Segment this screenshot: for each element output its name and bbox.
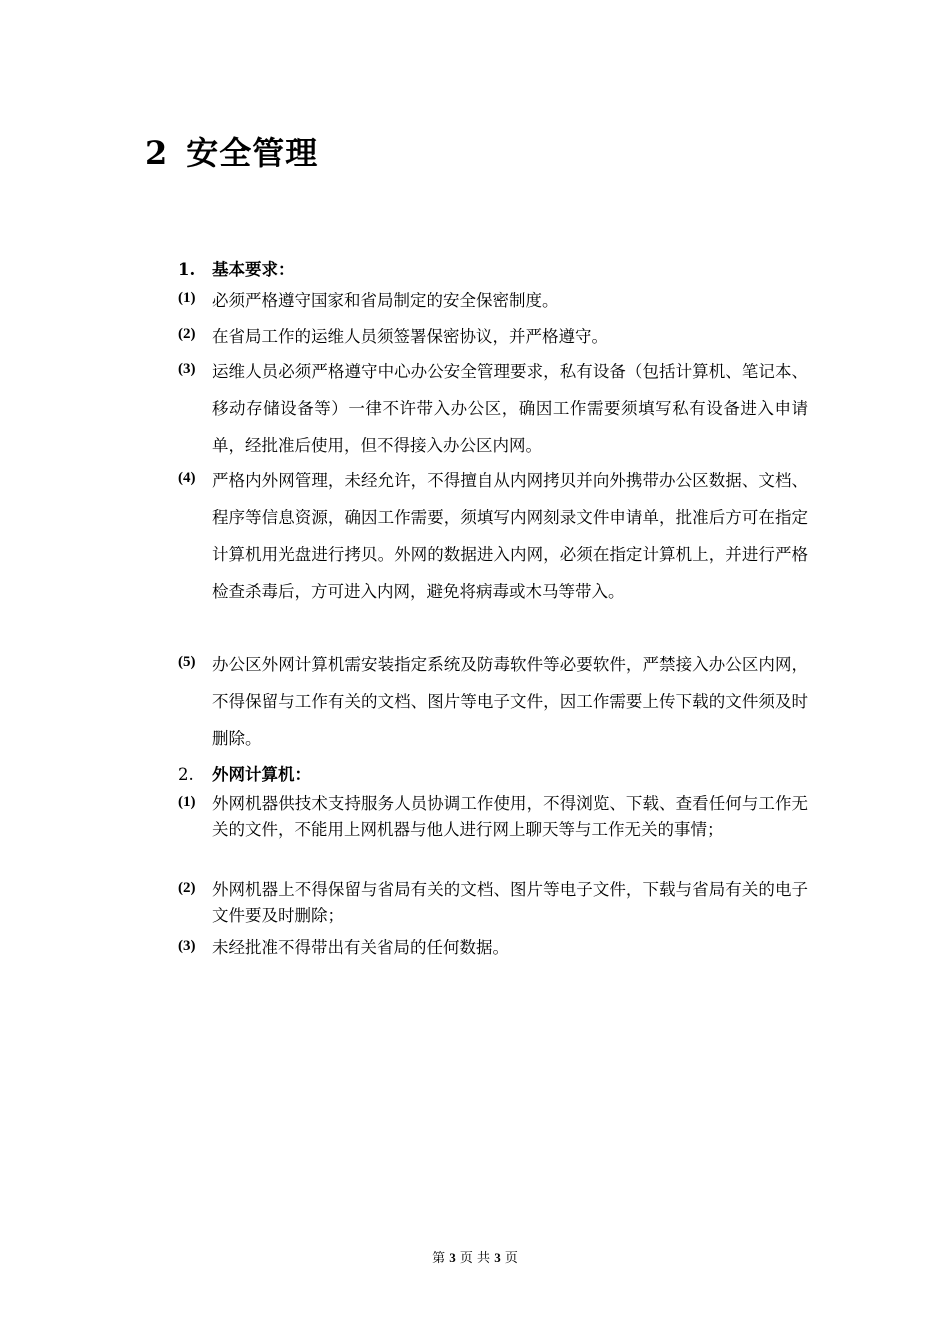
item-text: 办公区外网计算机需安装指定系统及防毒软件等必要软件，严禁接入办公区内网，不得保留与工作有关的文档、图片等电子文件，因工作需要上传下载的文件须及时删除。	[212, 655, 808, 748]
footer-middle: 页 共	[459, 1251, 491, 1266]
item-number: (2)	[178, 880, 196, 896]
item-text: 外网机器上不得保留与省局有关的文档、图片等电子文件，下载与省局有关的电子文件要及时删除；	[212, 880, 808, 925]
item-text: 在省局工作的运维人员须签署保密协议，并严格遵守。	[212, 327, 608, 346]
item-number: (1)	[178, 290, 196, 306]
section-title: 外网计算机：	[212, 765, 311, 784]
chapter-number: 2	[145, 134, 169, 172]
item-number: (1)	[178, 794, 196, 810]
footer-suffix: 页	[504, 1251, 518, 1266]
section-number: 2.	[178, 765, 194, 784]
page-footer	[0, 1247, 950, 1266]
list-item	[178, 318, 808, 355]
item-text: 外网机器供技术支持服务人员协调工作使用，不得浏览、下载、查看任何与工作无关的文件，不能用上网机器与他人进行网上聊天等与工作无关的事情；	[212, 794, 808, 839]
list-item	[178, 353, 808, 464]
section-title: 基本要求：	[212, 260, 295, 279]
footer-prefix: 第	[432, 1251, 446, 1266]
item-number: (4)	[178, 470, 196, 486]
section-1-heading	[178, 256, 295, 280]
list-item	[178, 877, 808, 929]
item-text: 运维人员必须严格遵守中心办公安全管理要求，私有设备（包括计算机、笔记本、移动存储设备等）一律不许带入办公区，确因工作需要须填写私有设备进入申请单，经批准后使用，但不得接入办公区内网。	[212, 362, 808, 455]
list-item	[178, 462, 808, 610]
section-2-heading	[178, 761, 311, 785]
item-number: (3)	[178, 361, 196, 377]
item-number: (5)	[178, 654, 196, 670]
item-number: (2)	[178, 326, 196, 342]
item-text: 严格内外网管理，未经允许，不得擅自从内网拷贝并向外携带办公区数据、文档、程序等信息资源，确因工作需要，须填写内网刻录文件申请单，批准后方可在指定计算机用光盘进行拷贝。外网的数据进入内网，必须在指定计算机上，并进行严格检查杀毒后，方可进入内网，避免将病毒或木马等带入。	[212, 471, 808, 601]
footer-page-number: 3	[449, 1250, 456, 1265]
item-text: 必须严格遵守国家和省局制定的安全保密制度。	[212, 291, 559, 310]
section-number: 1.	[178, 260, 196, 279]
footer-total-pages: 3	[494, 1250, 501, 1265]
list-item	[178, 646, 808, 757]
list-item	[178, 935, 808, 961]
chapter-title: 安全管理	[186, 134, 319, 172]
item-number: (3)	[178, 938, 196, 954]
list-item	[178, 282, 808, 319]
item-text: 未经批准不得带出有关省局的任何数据。	[212, 938, 509, 957]
list-item	[178, 791, 808, 843]
chapter-heading	[145, 128, 318, 174]
